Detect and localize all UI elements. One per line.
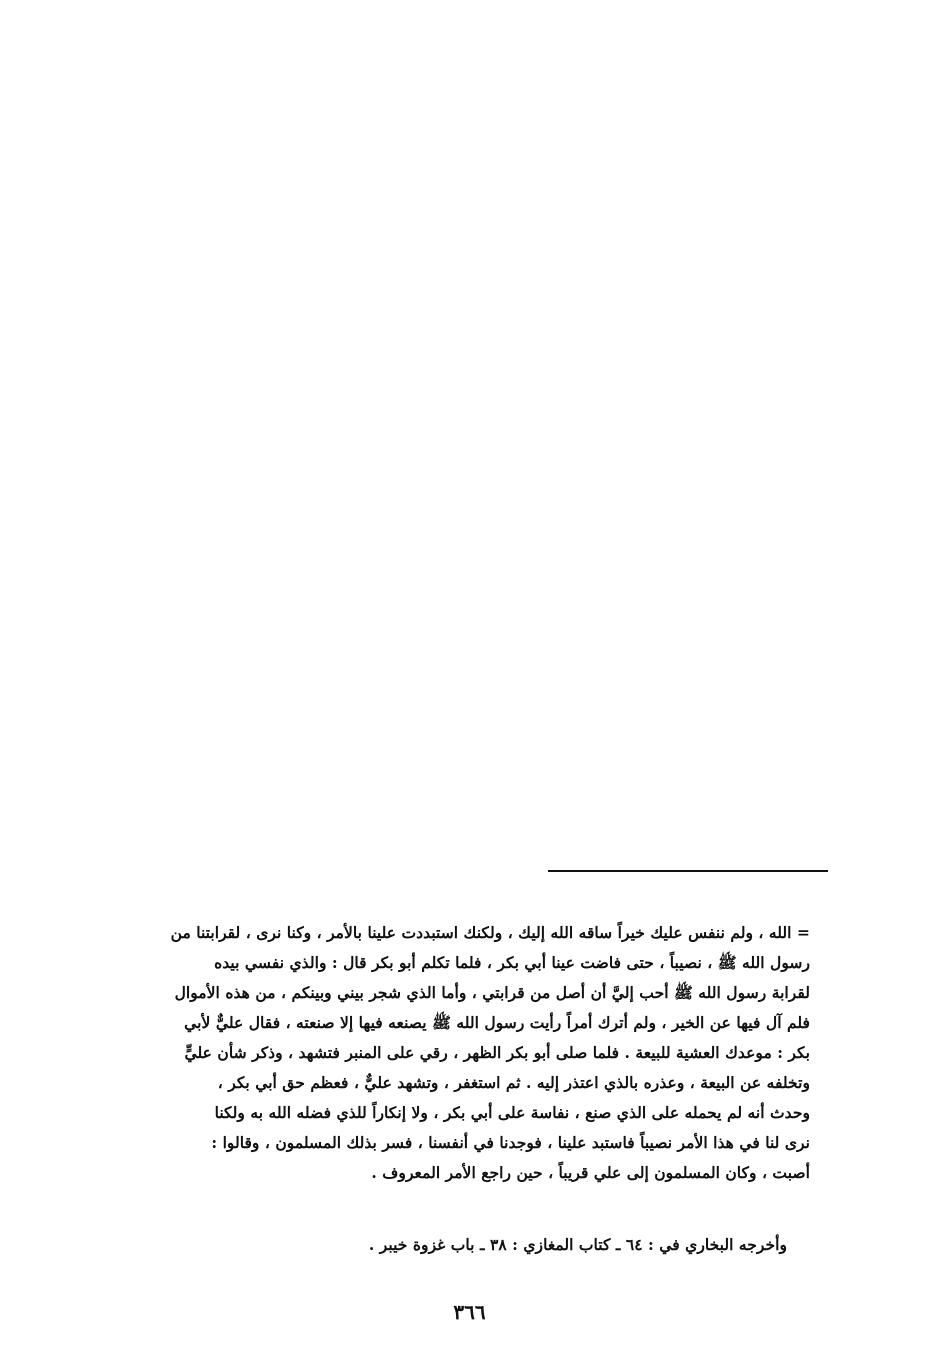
- footnote-line: نرى لنا في هذا الأمر نصيباً فاستبد علينا ، فوجدنا في أنفسنا ، فسر بذلك المسلمون ، وقالوا :: [211, 1133, 810, 1152]
- footnote-line: وحدث أنه لم يحمله على الذي صنع ، نفاسة على أبي بكر ، ولا إنكاراً للذي فضله الله به ولكنا: [214, 1103, 810, 1122]
- footnote-line: = الله ، ولم ننفس عليك خيراً ساقه الله إليك ، ولكنك استبددت علينا بالأمر ، وكنا نرى ، لقرابتنا من: [170, 923, 810, 942]
- page-number: ٣٦٦: [453, 1300, 486, 1324]
- footnote-source-citation: وأخرجه البخاري في : ٦٤ ـ كتاب المغازي : ٣٨ ـ باب غزوة خيبر .: [368, 1235, 787, 1254]
- footnote-line: بكر : موعدك العشية للبيعة . فلما صلى أبو بكر الظهر ، رقي على المنبر فتشهد ، وذكر شأن عليٍّ: [184, 1043, 810, 1062]
- footnote-line: أصبت ، وكان المسلمون إلى علي قريباً ، حين راجع الأمر المعروف .: [371, 1163, 810, 1182]
- footnote-line: لقرابة رسول الله ﷺ أحب إليَّ أن أصل من قرابتي ، وأما الذي شجر بيني وبينكم ، من هذه الأموال: [174, 983, 810, 1002]
- footnote-line: وتخلفه عن البيعة ، وعذره بالذي اعتذر إليه . ثم استغفر ، وتشهد عليٌّ ، فعظم حق أبي بكر ،: [217, 1073, 810, 1092]
- footnote-text-block: [92, 918, 810, 1188]
- footnote-separator-rule: [548, 870, 828, 872]
- footnote-line: رسول الله ﷺ ، نصيباً ، حتى فاضت عينا أبي بكر ، فلما تكلم أبو بكر قال : والذي نفسي بيده: [214, 953, 810, 972]
- footnote-line: فلم آل فيها عن الخير ، ولم أترك أمراً رأيت رسول الله ﷺ يصنعه فيها إلا صنعته ، فقال عليٌّ لأبي: [184, 1013, 810, 1032]
